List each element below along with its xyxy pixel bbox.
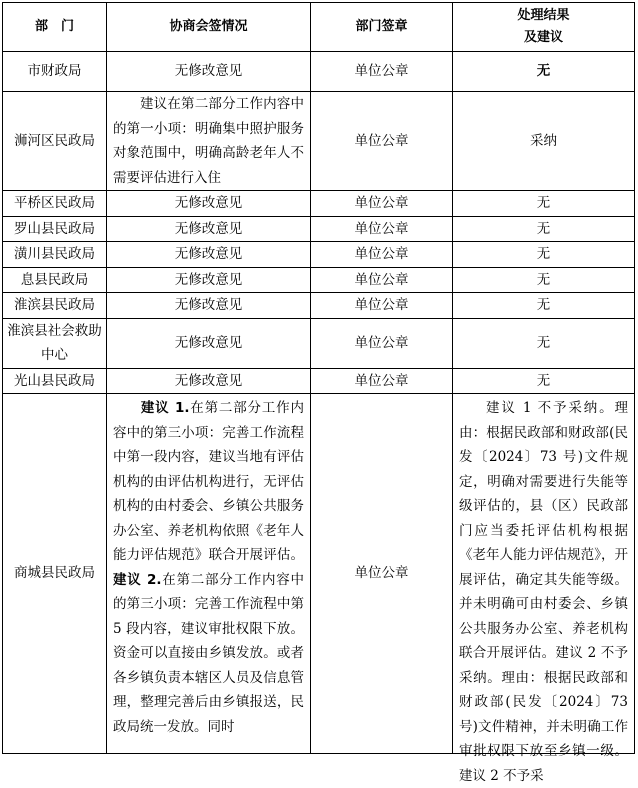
table-row: [3, 318, 635, 368]
opinion-cell: 无修改意见: [107, 216, 311, 242]
opinion-cell: 无修改意见: [107, 318, 311, 368]
table-row: [3, 52, 635, 92]
table-row: [3, 293, 635, 319]
seal-cell: 单位公章: [311, 368, 453, 394]
department-cell: 市财政局: [3, 52, 107, 92]
opinion-cell: 无修改意见: [107, 242, 311, 268]
opinion-cell: 建议在第二部分工作内容中的第一小项：明确集中照护服务对象范围中，明确高龄老年人不需要评估进行入住: [107, 92, 311, 191]
suggestion-2-text: 在第二部分工作内容中的第三小项：完善工作流程中第 5 段内容，建议审批权限下放。资金可以直接由乡镇发放。或者各乡镇负责本辖区人员及信息管理，整理完善后由乡镇报送，民政局统一发放。同时: [113, 571, 304, 735]
result-cell: 无: [453, 52, 635, 92]
seal-cell: 单位公章: [311, 216, 453, 242]
header-result-line2: 及建议: [523, 30, 563, 45]
result-cell: 无: [453, 242, 635, 268]
seal-cell: 单位公章: [311, 92, 453, 191]
table-row: [3, 368, 635, 394]
result-cell: 无: [453, 318, 635, 368]
department-cell: 淮滨县民政局: [3, 293, 107, 319]
seal-cell: 单位公章: [311, 191, 453, 217]
header-department: 部 门: [3, 3, 107, 52]
table-row: [3, 191, 635, 217]
seal-cell: 单位公章: [311, 318, 453, 368]
department-cell: 潢川县民政局: [3, 242, 107, 268]
header-row: [3, 3, 635, 52]
header-seal: 部门签章: [311, 3, 453, 52]
seal-cell: 单位公章: [311, 52, 453, 92]
result-cell: [453, 394, 635, 784]
table-row: [3, 242, 635, 268]
result-cell: 无: [453, 293, 635, 319]
seal-cell: 单位公章: [311, 293, 453, 319]
seal-cell: 单位公章: [311, 267, 453, 293]
department-cell: 息县民政局: [3, 267, 107, 293]
countersign-table: [2, 2, 635, 784]
opinion-cell: [107, 394, 311, 754]
table-row: [3, 92, 635, 191]
result-cell: 采纳: [453, 92, 635, 191]
table-row: [3, 216, 635, 242]
header-result: [453, 3, 635, 52]
result-cell: 无: [453, 267, 635, 293]
opinion-cell: 无修改意见: [107, 267, 311, 293]
suggestion-1-text: 在第二部分工作内容中的第三小项：完善工作流程中第一段内容，建议当地有评估机构的由评估机构进行，无评估机构的由村委会、乡镇公共服务办公室、养老机构依照《老年人能力评估规范》联合开展评估。: [113, 400, 304, 563]
department-cell: 淮滨县社会救助中心: [3, 318, 107, 368]
department-cell: 浉河区民政局: [3, 92, 107, 191]
opinion-cell: 无修改意见: [107, 191, 311, 217]
opinion-cell: 无修改意见: [107, 368, 311, 394]
result-text: 建议 1 不予采纳。理由：根据民政部和财政部(民发〔2024〕73 号)文件规定，明确对需要进行失能等级评估的，县（区）民政部门应当委托评估机构根据《老年人能力评估规范》，开展评估，确定其失能等级。并未明确可由村委会、乡镇公共服务办公室、养老机构联合开展评估。建议 2 不予采纳。理由：根据民政部和财政部(民发〔2024〕73 号)文件精神，并未明确工作审批权限下放至乡镇一级。建议 2 不予采: [459, 400, 628, 784]
suggestion-1-label: 建议 1.: [140, 400, 190, 416]
department-cell: 商城县民政局: [3, 394, 107, 754]
suggestion-2-label: 建议 2.: [113, 571, 162, 588]
department-cell: 罗山县民政局: [3, 216, 107, 242]
opinion-cell: 无修改意见: [107, 293, 311, 319]
result-cell: 无: [453, 216, 635, 242]
table-row: [3, 267, 635, 293]
header-opinion: 协商会签情况: [107, 3, 311, 52]
result-cell: 无: [453, 368, 635, 394]
result-cell: 无: [453, 191, 635, 217]
header-result-line1: 处理结果: [517, 8, 570, 23]
table-row: [3, 394, 635, 754]
seal-cell: 单位公章: [311, 394, 453, 754]
department-cell: 光山县民政局: [3, 368, 107, 394]
department-cell: 平桥区民政局: [3, 191, 107, 217]
opinion-cell: 无修改意见: [107, 52, 311, 92]
seal-cell: 单位公章: [311, 242, 453, 268]
